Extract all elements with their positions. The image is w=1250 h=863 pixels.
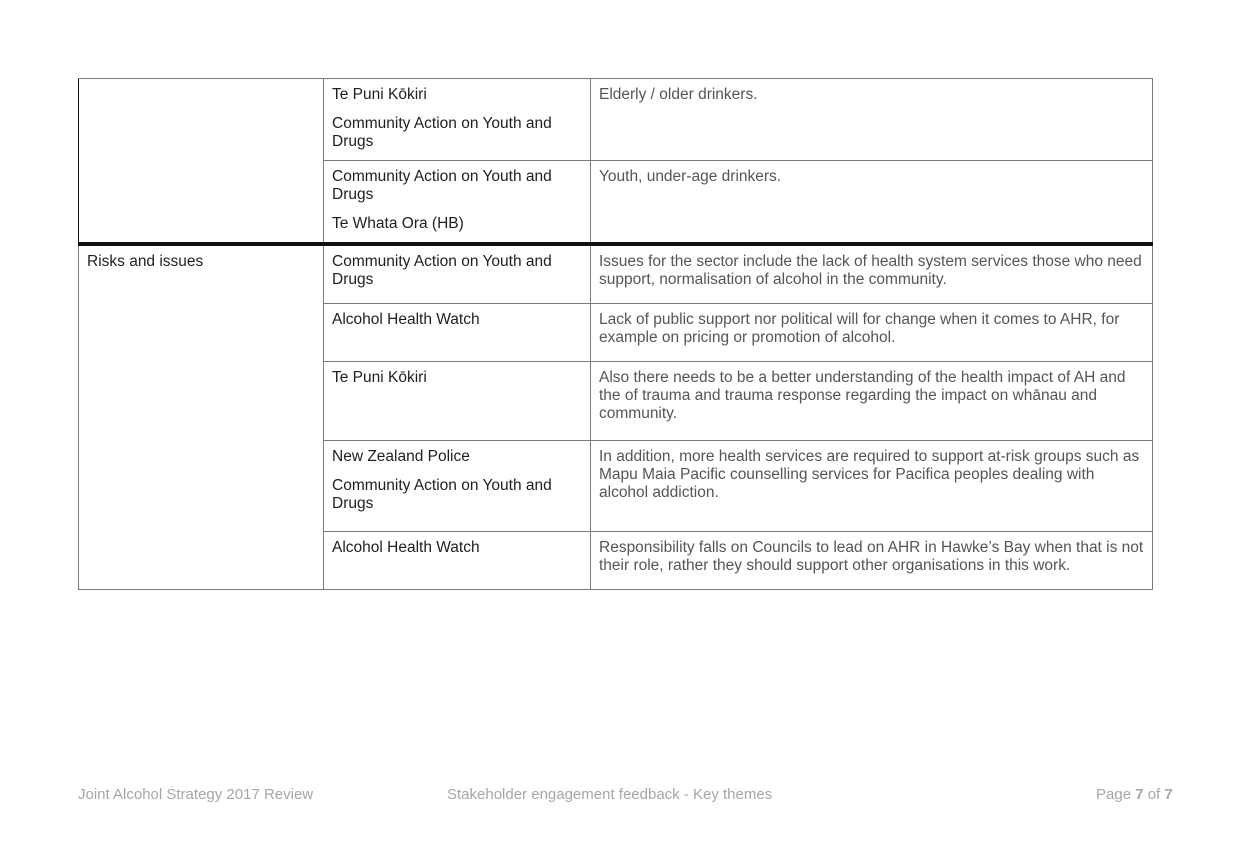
page-total: 7: [1164, 786, 1173, 803]
feedback-cell: Issues for the sector include the lack of health system services those who need support, normalisation of alcohol in the community.: [591, 244, 1153, 304]
stakeholder-name: Community Action on Youth and Drugs: [332, 115, 552, 150]
stakeholder-name: Community Action on Youth and Drugs: [332, 168, 552, 203]
page-current: 7: [1135, 786, 1144, 803]
stakeholder-name: Alcohol Health Watch: [332, 311, 480, 328]
table-row: [79, 79, 1153, 161]
page-separator: of: [1143, 786, 1165, 803]
stakeholder-cell: [324, 304, 591, 362]
feedback-cell: In addition, more health services are required to support at-risk groups such as Mapu Maia Pacific counselling services for Pacifica peoples dealing with alcohol addiction.: [591, 441, 1153, 532]
footer-section-title: Stakeholder engagement feedback - Key themes: [447, 786, 773, 803]
feedback-cell: Youth, under-age drinkers.: [591, 161, 1153, 244]
stakeholder-cell: [324, 79, 591, 161]
stakeholder-name: Alcohol Health Watch: [332, 539, 480, 556]
page-label: Page: [1096, 786, 1136, 803]
theme-cell: Risks and issues: [79, 244, 324, 590]
stakeholder-cell: [324, 244, 591, 304]
stakeholder-cell: [324, 532, 591, 590]
theme-cell: [79, 79, 324, 244]
stakeholder-name: Te Puni Kōkiri: [332, 86, 427, 103]
table-row: [79, 244, 1153, 304]
stakeholder-name: Community Action on Youth and Drugs: [332, 477, 552, 512]
stakeholder-cell: [324, 161, 591, 244]
feedback-cell: Also there needs to be a better understanding of the health impact of AH and the of trauma and trauma response regarding the impact on whānau and community.: [591, 362, 1153, 441]
feedback-cell: Elderly / older drinkers.: [591, 79, 1153, 161]
stakeholder-name: Te Puni Kōkiri: [332, 369, 427, 386]
footer-document-title: Joint Alcohol Strategy 2017 Review: [78, 786, 314, 803]
stakeholder-cell: [324, 362, 591, 441]
stakeholder-name: Community Action on Youth and Drugs: [332, 252, 552, 288]
feedback-cell: Lack of public support nor political will for change when it comes to AHR, for example on pricing or promotion of alcohol.: [591, 304, 1153, 362]
feedback-cell: Responsibility falls on Councils to lead on AHR in Hawke’s Bay when that is not their role, rather they should support other organisations in this work.: [591, 532, 1153, 590]
stakeholder-name: New Zealand Police: [332, 448, 470, 465]
footer-page-number: [1096, 786, 1173, 803]
stakeholder-cell: [324, 441, 591, 532]
stakeholder-name: Te Whata Ora (HB): [332, 215, 464, 232]
key-themes-table: [78, 78, 1153, 590]
